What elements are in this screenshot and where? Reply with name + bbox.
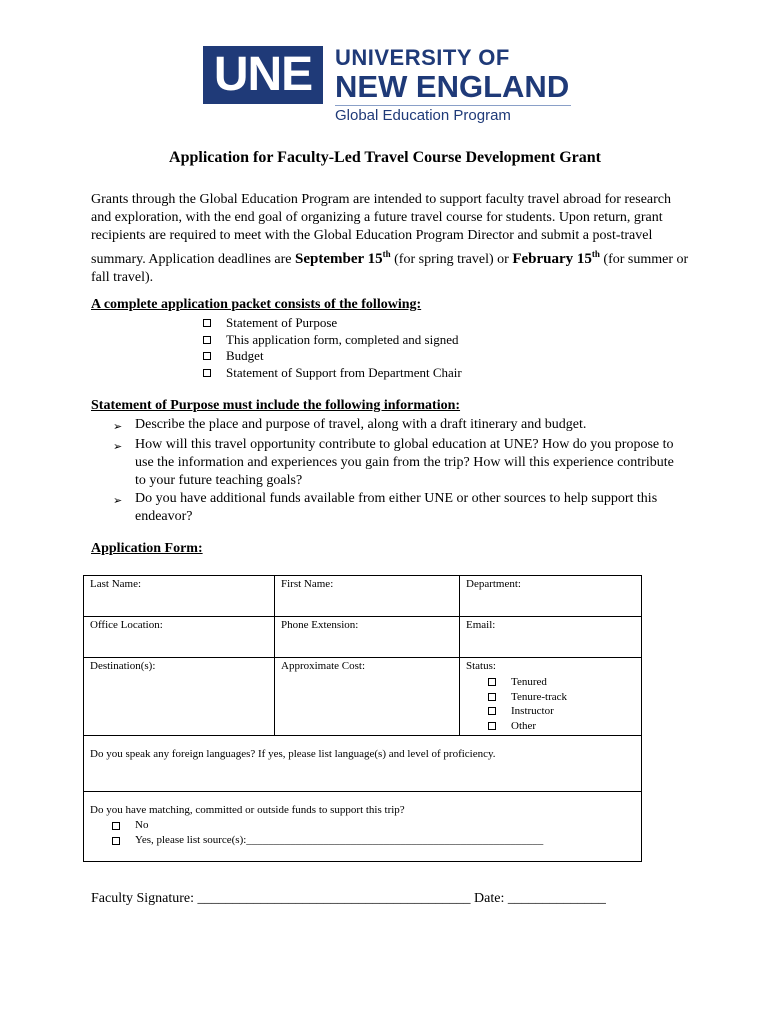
- last-name-field[interactable]: Last Name:: [84, 576, 275, 617]
- intro-text-3: (for summer or fall travel).: [91, 252, 689, 285]
- checkbox-icon: [203, 369, 211, 377]
- languages-field[interactable]: Do you speak any foreign languages? If yes, please list language(s) and level of proficiency.: [84, 736, 642, 792]
- logo-box: UNE: [203, 46, 323, 104]
- status-options: [466, 675, 635, 733]
- list-item: This application form, completed and signed: [203, 332, 462, 349]
- email-field[interactable]: Email:: [460, 617, 642, 658]
- status-option-tenure-track[interactable]: Tenure-track: [466, 690, 635, 705]
- arrow-bullet-icon: ➢: [113, 420, 123, 433]
- logo-divider: [335, 105, 571, 106]
- status-label: Status:: [466, 660, 496, 672]
- checkbox-icon: [203, 352, 211, 360]
- checkbox-icon[interactable]: [112, 837, 120, 845]
- status-option-instructor[interactable]: Instructor: [466, 704, 635, 719]
- logo-university-of: UNIVERSITY OF: [335, 45, 510, 70]
- checkbox-icon[interactable]: [112, 822, 120, 830]
- document-title: Application for Faculty-Led Travel Course Development Grant: [169, 149, 601, 166]
- list-item: ➢ Describe the place and purpose of travel, along with a draft itinerary and budget.: [113, 416, 683, 436]
- intro-text-2: (for spring travel) or: [390, 252, 513, 267]
- logo-subtitle: Global Education Program: [335, 107, 511, 124]
- checkbox-icon[interactable]: [488, 693, 496, 701]
- purpose-heading: Statement of Purpose must include the following information:: [91, 398, 461, 413]
- signature-line[interactable]: Faculty Signature: _______________________________________ Date: ______________: [91, 891, 606, 906]
- list-item: ➢ How will this travel opportunity contribute to global education at UNE? How do you propose to use the information and experiences you gain from the trip? How will this experience contribute to your future teaching goals?: [113, 437, 674, 488]
- checkbox-icon: [203, 336, 211, 344]
- status-field: [460, 658, 642, 736]
- destinations-field[interactable]: Destination(s):: [84, 658, 275, 736]
- office-location-field[interactable]: Office Location:: [84, 617, 275, 658]
- checkbox-icon[interactable]: [488, 707, 496, 715]
- funds-question: Do you have matching, committed or outside funds to support this trip?: [90, 804, 405, 816]
- department-field[interactable]: Department:: [460, 576, 642, 617]
- arrow-bullet-icon: ➢: [113, 440, 123, 453]
- list-item: ➢ Do you have additional funds available from either UNE or other sources to help support this endeavor?: [113, 491, 658, 524]
- checkbox-icon: [203, 319, 211, 327]
- intro-text-1: Grants through the Global Education Program are intended to support faculty travel abroad for research and exploration, with the end goal of organizing a future travel course for students. Upon return, grant recipients are required to meet with the Global Education Program Director and submit a post-travel summary. Application deadlines are: [91, 192, 672, 267]
- deadline-fall: February 15th: [512, 249, 600, 267]
- intro-paragraph: [91, 191, 691, 287]
- purpose-list: [113, 416, 683, 526]
- checkbox-icon[interactable]: [488, 678, 496, 686]
- packet-checklist: [203, 315, 462, 381]
- status-option-tenured[interactable]: Tenured: [466, 675, 635, 690]
- checkbox-icon[interactable]: [488, 722, 496, 730]
- approx-cost-field[interactable]: Approximate Cost:: [275, 658, 460, 736]
- status-option-other[interactable]: Other: [466, 719, 635, 734]
- deadline-spring: September 15th: [294, 249, 391, 267]
- list-item: Statement of Purpose: [203, 315, 462, 332]
- funds-options: [90, 818, 635, 848]
- list-item: Budget: [203, 348, 462, 365]
- funds-option-no[interactable]: No: [90, 818, 635, 833]
- une-logo: [203, 44, 573, 126]
- list-item: Statement of Support from Department Chair: [203, 365, 462, 382]
- first-name-field[interactable]: First Name:: [275, 576, 460, 617]
- application-form-table: [83, 575, 642, 862]
- arrow-bullet-icon: ➢: [113, 494, 123, 507]
- funds-option-yes[interactable]: Yes, please list source(s):______________________________________________________: [90, 833, 635, 848]
- packet-heading: A complete application packet consists of the following:: [91, 297, 422, 312]
- form-heading: Application Form:: [91, 541, 203, 556]
- logo-new-england: NEW ENGLAND: [335, 69, 570, 104]
- funds-field: [84, 792, 642, 862]
- phone-extension-field[interactable]: Phone Extension:: [275, 617, 460, 658]
